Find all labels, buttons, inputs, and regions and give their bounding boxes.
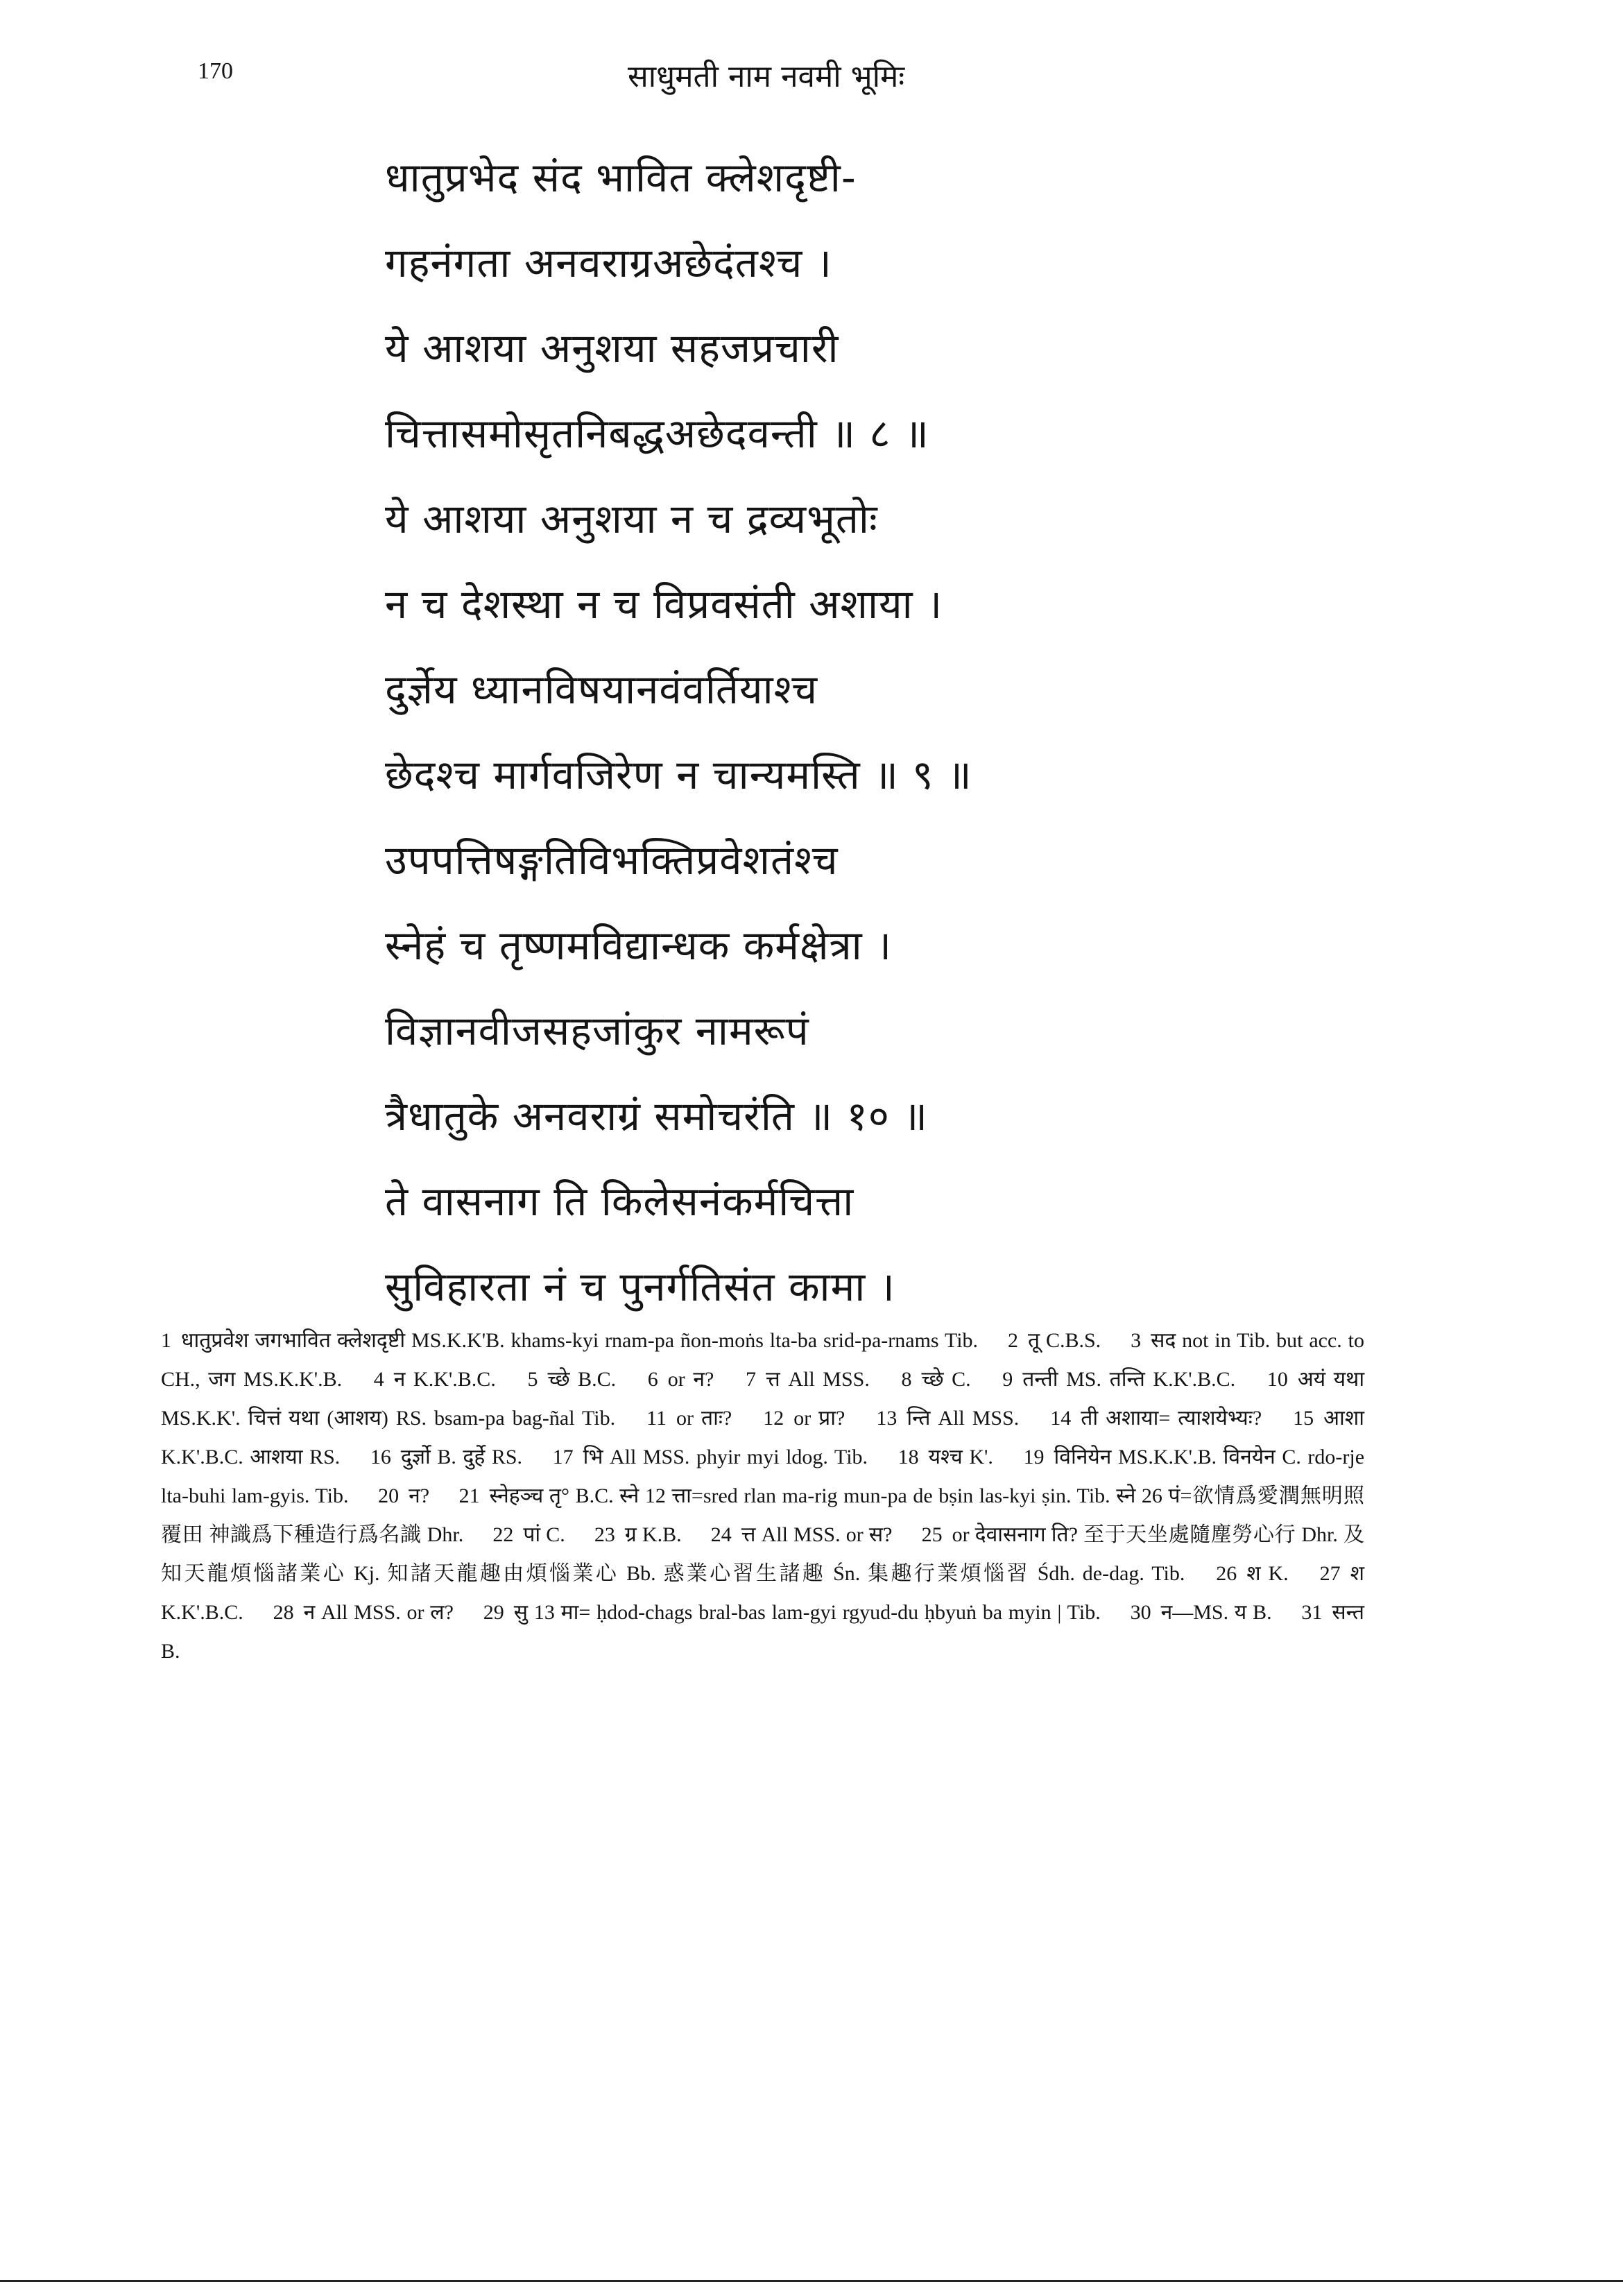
footnote: [1216, 1562, 1288, 1585]
footnote-number: 9: [1002, 1368, 1013, 1391]
footnote-number: 3: [1131, 1329, 1142, 1352]
footnote-text: or देवासनाग ति? 至于天坐處隨塵勞心行 Dhr. 及知天龍煩惱諸業心 Kj. 知諸天龍趣由煩惱業心 Bb. 惑業心習生諸趣 Śn. 集趣行業煩惱習 Śdh. de-dag. Tib.: [161, 1523, 1365, 1585]
footnote: [763, 1407, 845, 1430]
verse-line: उपपत्तिषङ्गतिविभक्तिप्रवेशतंश्च: [385, 837, 839, 884]
footnote: [492, 1523, 565, 1546]
footnote: [483, 1601, 1101, 1624]
footnote-number: 12: [763, 1407, 784, 1430]
footnote-number: 20: [378, 1484, 400, 1507]
footnote: [901, 1368, 970, 1391]
verse-line: धातुप्रभेद संद भावित क्लेशदृष्टी-: [385, 154, 857, 201]
footnote-text: न—MS. य B.: [1160, 1601, 1272, 1624]
footnote-text: श K.K'.B.C.: [161, 1562, 1364, 1624]
verse-line: ते वासनाग ति किलेसनंकर्मचित्ता: [385, 1178, 855, 1225]
footnote-number: 21: [458, 1484, 480, 1507]
footnote: [876, 1407, 1019, 1430]
footnote-number: 16: [370, 1446, 391, 1468]
footnote-text: सद not in Tib. but acc. to CH., जग MS.K.K'.B.: [161, 1329, 1365, 1391]
footnote-text: स्नेहञ्च तृ° B.C. स्ने 12 त्ता=sred rlan ma-rig mun-pa de bṣin las-kyi ṣin. Tib. स्ने 26 पं=欲情爲愛潤無明照覆田 神識爲下種造行爲名識 Dhr.: [161, 1484, 1365, 1546]
footnote-number: 15: [1293, 1407, 1314, 1430]
verse-line: त्रैधातुके अनवराग्रं समोचरंति ॥ १० ॥: [385, 1093, 929, 1140]
footnote-number: 1: [161, 1329, 171, 1352]
footnote: [646, 1407, 732, 1430]
footnote-text: भि All MSS. phyir myi ldog. Tib.: [583, 1446, 868, 1468]
footnote: [1050, 1407, 1262, 1430]
footnote-text: च्छे B.C.: [547, 1368, 617, 1391]
footnote: [553, 1446, 868, 1468]
footnote-number: 24: [710, 1523, 732, 1546]
page-number: 170: [198, 58, 233, 84]
footnote: [161, 1329, 978, 1352]
footnote-number: 13: [876, 1407, 898, 1430]
footnote-text: न All MSS. or ल?: [303, 1601, 454, 1624]
footnote: [1131, 1601, 1272, 1624]
footnote: [594, 1523, 682, 1546]
footnote-number: 29: [483, 1601, 504, 1624]
verse-line: छेदश्च मार्गवजिरेण न चान्यमस्ति ॥ ९ ॥: [385, 751, 972, 798]
footnote-number: 5: [527, 1368, 538, 1391]
footnote-number: 26: [1216, 1562, 1237, 1585]
footnote: [1002, 1368, 1235, 1391]
verse-line: ये आशया अनुशया सहजप्रचारी: [385, 325, 839, 372]
footnote-number: 27: [1319, 1562, 1341, 1585]
footnote-text: सु 13 मा= ḥdod-chags bral-bas lam-gyi rgyud-du ḥbyuṅ ba myin | Tib.: [513, 1601, 1101, 1624]
footnote-number: 4: [373, 1368, 384, 1391]
footnote-number: 23: [594, 1523, 615, 1546]
footnote-text: or ताः?: [676, 1407, 732, 1430]
footnote: [378, 1484, 429, 1507]
verse-line: विज्ञानवीजसहजांकुर नामरूपं: [385, 1007, 809, 1054]
footnote-number: 31: [1301, 1601, 1323, 1624]
footnote-number: 2: [1007, 1329, 1018, 1352]
footnote-text: आशा K.K'.B.C. आशया RS.: [161, 1407, 1365, 1468]
footnote: [273, 1601, 454, 1624]
verse-line: गहनंगता अनवराग्रअछेदंतश्च ।: [385, 239, 832, 286]
footnote-number: 25: [921, 1523, 943, 1546]
footnote: [1008, 1329, 1101, 1352]
footnote-text: दुर्ज्ञो B. दुर्हे RS.: [400, 1446, 523, 1468]
footnote-text: विनियेन MS.K.K'.B. विनयेन C. rdo-rje lta-buhi lam-gyis. Tib.: [161, 1446, 1365, 1507]
footnote-apparatus: [161, 1321, 1364, 1671]
footnote-text: त्त All MSS.: [766, 1368, 870, 1391]
verse-line: स्नेहं च तृष्णमविद्यान्धक कर्मक्षेत्रा ।: [385, 922, 893, 969]
footnote-text: तू C.B.S.: [1027, 1329, 1101, 1352]
footnote-text: तन्ती MS. तन्ति K.K'.B.C.: [1022, 1368, 1236, 1391]
verse-line: सुविहारता नं च पुनर्गतिसंत कामा ।: [385, 1263, 895, 1310]
footnote-text: यश्च K'.: [928, 1446, 993, 1468]
footnote: [898, 1446, 993, 1468]
verse-line: चित्तासमोसृतनिबद्धअछेदवन्ती ॥ ८ ॥: [385, 410, 929, 457]
footnote-number: 8: [901, 1368, 912, 1391]
verse-line: ये आशया अनुशया न च द्रव्यभूतोः: [385, 495, 878, 542]
verse-line: दुर्ज्ञेय ध्यानविषयानवंवर्तियाश्च: [385, 666, 818, 713]
verse-block: [385, 135, 1425, 1330]
footnote-text: च्छे C.: [921, 1368, 971, 1391]
footnote-text: ती अशाया= त्याशयेभ्यः?: [1081, 1407, 1262, 1430]
footnote-number: 10: [1266, 1368, 1288, 1391]
footnote: [711, 1523, 893, 1546]
footnote: [648, 1368, 714, 1391]
footnote-text: सन्त B.: [161, 1601, 1365, 1663]
footnote-text: न K.K'.B.C.: [393, 1368, 496, 1391]
running-head: साधुमती नाम नवमी भूमिः: [628, 59, 905, 94]
footnote-text: न?: [409, 1484, 430, 1507]
footnote-text: अयं यथा MS.K.K'. चित्तं यथा (आशय) RS. bsam-pa bag-ñal Tib.: [161, 1368, 1365, 1430]
footnote-text: पां C.: [523, 1523, 565, 1546]
footnote-number: 30: [1130, 1601, 1151, 1624]
footnote-text: श K.: [1246, 1562, 1289, 1585]
footnote-text: or न?: [667, 1368, 714, 1391]
footnote-number: 28: [273, 1601, 294, 1624]
footnote-text: धातुप्रवेश जगभावित क्लेशदृष्टी MS.K.K'B. khams-kyi rnam-pa ñon-moṅs lta-ba srid-pa-rnams Tib.: [181, 1329, 979, 1352]
verse-line: न च देशस्था न च विप्रवसंती अशाया ।: [385, 581, 943, 628]
footnote-number: 11: [646, 1407, 667, 1430]
footnote-number: 6: [647, 1368, 658, 1391]
footnote-number: 18: [898, 1446, 919, 1468]
footnote: [374, 1368, 496, 1391]
footnote-number: 19: [1023, 1446, 1045, 1468]
footnote-number: 17: [552, 1446, 574, 1468]
footnote-number: 7: [746, 1368, 756, 1391]
bottom-rule: [0, 2280, 1623, 2282]
footnote: [746, 1368, 870, 1391]
footnote-number: 22: [492, 1523, 514, 1546]
footnote-text: ग्र K.B.: [624, 1523, 682, 1546]
footnote-text: or प्रा?: [793, 1407, 845, 1430]
footnote-number: 14: [1050, 1407, 1072, 1430]
footnote-text: त्त All MSS. or स?: [741, 1523, 893, 1546]
footnote: [370, 1446, 522, 1468]
footnote: [527, 1368, 616, 1391]
footnote-text: न्ति All MSS.: [907, 1407, 1020, 1430]
